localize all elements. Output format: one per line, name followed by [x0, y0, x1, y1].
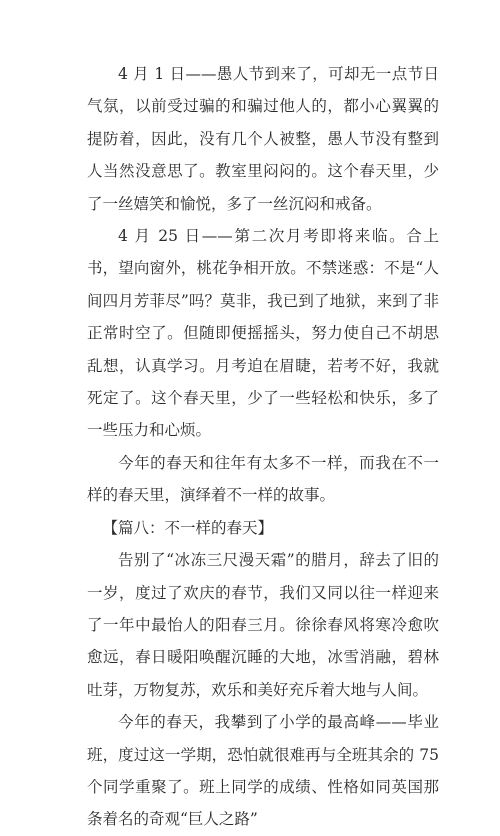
paragraph-graduation-class: 今年的春天，我攀到了小学的最高峰——毕业班，度过这一学期，恐怕就很难再与全班其余的 75 个同学重聚了。班上同学的成绩、性格如同英国那条着名的奇观“巨人之路” [87, 713, 439, 829]
section-heading: 【篇八：不一样的春天】 [102, 518, 274, 537]
paragraph-spring-intro: 告别了“冰冻三尺漫天霜”的腊月，辞去了旧的一岁，度过了欢庆的春节，我们又同以往一样迎来了一年中最怡人的阳春三月。徐徐春风将寒冷愈吹愈远，春日暖阳唤醒沉睡的大地，冰雪消融，碧林吐芽，万物复苏，欢乐和美好充斥着大地与人间。 [87, 551, 439, 699]
paragraph-april-fools: 4 月 1 日——愚人节到来了，可却无一点节日气氛，以前受过骗的和骗过他人的，都小心翼翼的提防着，因此，没有几个人被整，愚人节没有整到人当然没意思了。教室里闷闷的。这个春天里，少了一丝嬉笑和愉悦，多了一丝沉闷和戒备。 [87, 65, 439, 213]
paragraph-conclusion: 今年的春天和往年有太多不一样，而我在不一样的春天里，演绎着不一样的故事。 [87, 453, 439, 505]
paragraph-monthly-exam: 4 月 25 日——第二次月考即将来临。合上书，望向窗外，桃花争相开放。不禁迷惑：不是“人间四月芳菲尽”吗？莫非，我已到了地狱，来到了非正常时空了。但随即便摇摇头，努力使自己不胡思乱想，认真学习。月考迫在眉睫，若考不好，我就死定了。这个春天里，少了一些轻松和快乐，多了一些压力和心烦。 [87, 227, 439, 440]
document-page [87, 58, 439, 836]
